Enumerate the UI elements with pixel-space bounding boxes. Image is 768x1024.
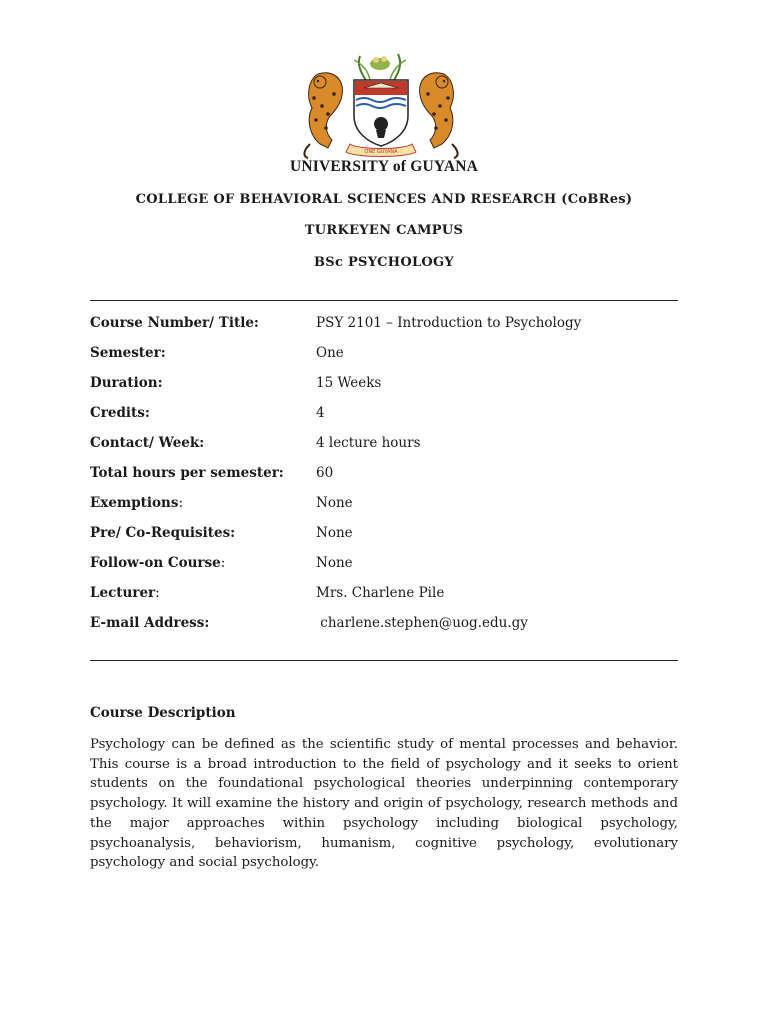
- info-row-prerequisites: [90, 525, 690, 547]
- info-value: One: [316, 345, 344, 361]
- info-value: PSY 2101 – Introduction to Psychology: [316, 315, 582, 331]
- info-label: E-mail Address:: [90, 615, 210, 631]
- bottom-divider: [90, 660, 678, 661]
- info-value: 4: [316, 405, 325, 421]
- info-row-contact-week: [90, 435, 690, 457]
- university-crest-icon: [298, 50, 464, 162]
- info-label: Lecturer:: [90, 585, 160, 601]
- email-link[interactable]: charlene.stephen@uog.edu.gy: [316, 615, 528, 631]
- info-label: Follow-on Course:: [90, 555, 226, 571]
- course-description-heading: Course Description: [90, 705, 236, 721]
- info-label: Contact/ Week:: [90, 435, 205, 451]
- info-row-semester: [90, 345, 690, 367]
- course-description-text: Psychology can be defined as the scientific study of mental processes and behavior. This course is a broad introduction to the field of psychology and it seeks to orient students on the foundational psychological theories underpinning contemporary psychology. It will examine the history and origin of psychology, research methods and the major approaches within psychology including biological psychology, psychoanalysis, behaviorism, humanism, cognitive psychology, evolutionary psychology and social psychology.: [90, 737, 678, 871]
- info-label: Course Number/ Title:: [90, 315, 259, 331]
- info-row-credits: [90, 405, 690, 427]
- info-value: Mrs. Charlene Pile: [316, 585, 445, 601]
- info-row-exemptions: [90, 495, 690, 517]
- info-row-lecturer: [90, 585, 690, 607]
- info-label: Exemptions:: [90, 495, 183, 511]
- info-value: None: [316, 525, 353, 541]
- program-name: BSc PSYCHOLOGY: [313, 255, 455, 270]
- top-divider: [90, 300, 678, 301]
- info-label: Pre/ Co-Requisites:: [90, 525, 236, 541]
- info-value: 4 lecture hours: [316, 435, 421, 451]
- info-label: Credits:: [90, 405, 150, 421]
- university-name: UNIVERSITY of GUYANA: [289, 158, 479, 175]
- crest-motto: ONE GUYANA: [364, 149, 398, 155]
- info-row-total-hours: [90, 465, 690, 487]
- info-value: None: [316, 555, 353, 571]
- info-value: None: [316, 495, 353, 511]
- info-value: 60: [316, 465, 334, 481]
- campus-name: TURKEYEN CAMPUS: [304, 223, 464, 238]
- college-name: COLLEGE OF BEHAVIORAL SCIENCES AND RESEARCH (CoBRes): [135, 192, 633, 207]
- info-label: Semester:: [90, 345, 166, 361]
- info-label: Total hours per semester:: [90, 465, 284, 481]
- info-row-duration: [90, 375, 690, 397]
- info-value: 15 Weeks: [316, 375, 382, 391]
- info-row-email: [90, 615, 690, 637]
- info-row-follow-on-course: [90, 555, 690, 577]
- info-row-course-title: [90, 315, 690, 337]
- info-label: Duration:: [90, 375, 163, 391]
